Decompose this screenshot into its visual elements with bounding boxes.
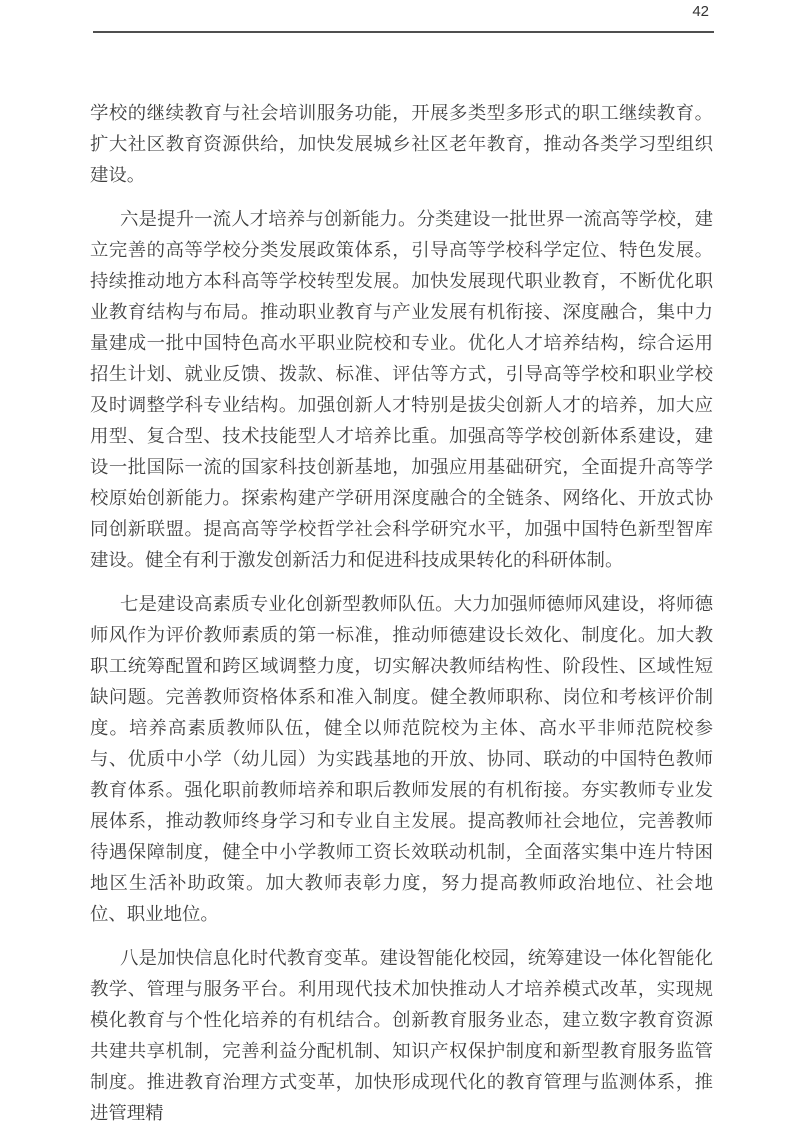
- body-paragraph: 学校的继续教育与社会培训服务功能，开展多类型多形式的职工继续教育。扩大社区教育资源供给，加快发展城乡社区老年教育，推动各类学习型组织建设。: [90, 102, 713, 185]
- page-body: [90, 97, 713, 1122]
- body-paragraph: 七是建设高素质专业化创新型教师队伍。大力加强师德师风建设，将师德师风作为评价教师素质的第一标准，推动师德建设长效化、制度化。加大教职工统筹配置和跨区域调整力度，切实解决教师结构性、阶段性、区域性短缺问题。完善教师资格体系和准入制度。健全教师职称、岗位和考核评价制度。培养高素质教师队伍，健全以师范院校为主体、高水平非师范院校参与、优质中小学（幼儿园）为实践基地的开放、协同、联动的中国特色教师教育体系。强化职前教师培养和职后教师发展的有机衔接。夯实教师专业发展体系，推动教师终身学习和专业自主发展。提高教师社会地位，完善教师待遇保障制度，健全中小学教师工资长效联动机制，全面落实集中连片特困地区生活补助政策。加大教师表彰力度，努力提高教师政治地位、社会地位、职业地位。: [90, 593, 713, 924]
- body-paragraph: 六是提升一流人才培养与创新能力。分类建设一批世界一流高等学校，建立完善的高等学校分类发展政策体系，引导高等学校科学定位、特色发展。持续推动地方本科高等学校转型发展。加快发展现代职业教育，不断优化职业教育结构与布局。推动职业教育与产业发展有机衔接、深度融合，集中力量建成一批中国特色高水平职业院校和专业。优化人才培养结构，综合运用招生计划、就业反馈、拨款、标准、评估等方式，引导高等学校和职业学校及时调整学科专业结构。加强创新人才特别是拔尖创新人才的培养，加大应用型、复合型、技术技能型人才培养比重。加强高等学校创新体系建设，建设一批国际一流的国家科技创新基地，加强应用基础研究，全面提升高等学校原始创新能力。探索构建产学研用深度融合的全链条、网络化、开放式协同创新联盟。提高高等学校哲学社会科学研究水平，加强中国特色新型智库建设。健全有利于激发创新活力和促进科技成果转化的科研体制。: [90, 208, 713, 570]
- page-number: 42: [692, 3, 709, 20]
- header-rule: [93, 31, 714, 33]
- body-paragraph: 八是加快信息化时代教育变革。建设智能化校园，统筹建设一体化智能化教学、管理与服务平台。利用现代技术加快推动人才培养模式改革，实现规模化教育与个性化培养的有机结合。创新教育服务业态，建立数字教育资源共建共享机制，完善利益分配机制、知识产权保护制度和新型教育服务监管制度。推进教育治理方式变革，加快形成现代化的教育管理与监测体系，推进管理精: [90, 947, 713, 1122]
